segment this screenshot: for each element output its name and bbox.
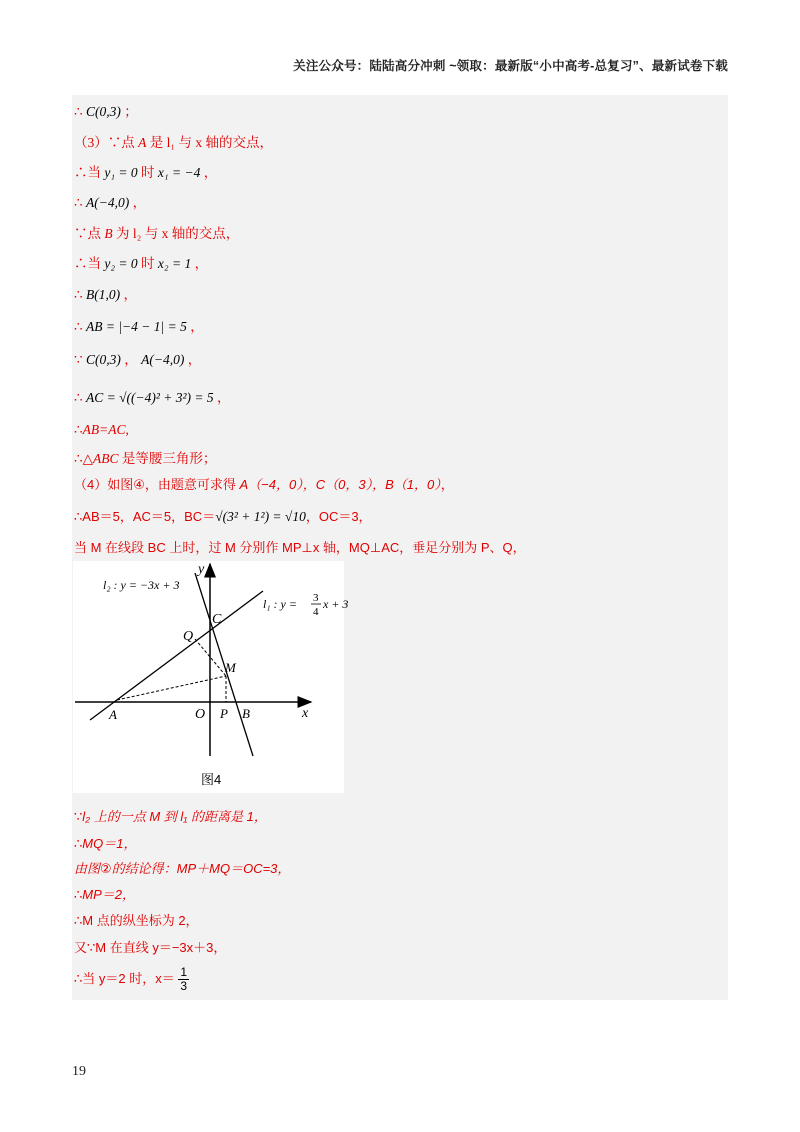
solution-line-7: ∴ B(1,0) ， bbox=[74, 287, 137, 302]
solution-line-19: ∴MP＝2， bbox=[74, 887, 136, 902]
label-l1: l₁ : y = bbox=[263, 597, 297, 611]
solution-line-3: ∴当 y₁ = 0 时 x₁ = −4 ， bbox=[74, 165, 218, 180]
solution-line-5: ∵点 B 为 l₂ 与 x 轴的交点， bbox=[74, 226, 240, 241]
solution-line-4: ∴ A(−4,0) ， bbox=[74, 195, 147, 210]
label-l2: l₂ : y = −3x + 3 bbox=[103, 578, 180, 592]
label-l1-frac-den: 4 bbox=[313, 606, 319, 618]
label-l1-frac-num: 3 bbox=[313, 592, 319, 604]
label-M: M bbox=[225, 660, 236, 675]
solution-line-20: ∴M 点的纵坐标为 2， bbox=[74, 913, 199, 928]
label-y: y bbox=[198, 562, 205, 577]
line-l2 bbox=[195, 573, 253, 756]
label-P: P bbox=[220, 706, 228, 721]
page-number: 19 bbox=[72, 1064, 86, 1079]
figure-4 bbox=[73, 561, 349, 793]
solution-line-9: ∵ C(0,3) ， A(−4,0) ， bbox=[74, 352, 202, 367]
line-l1 bbox=[90, 591, 263, 720]
solution-line-17: ∴MQ＝1， bbox=[74, 836, 137, 851]
figure-caption: 图4 bbox=[201, 772, 222, 787]
label-O: O bbox=[195, 707, 206, 722]
solution-line-22: ∴当 y＝2 时，x＝ $\frac{1}{3}$ bbox=[74, 965, 188, 993]
label-B: B bbox=[242, 706, 250, 721]
solution-line-21: 又∵M 在直线 y＝−3x＋3， bbox=[74, 940, 227, 955]
solution-line-13: （4）如图④，由题意可求得 A（−4，0），C（0，3），B（1，0）， bbox=[74, 477, 454, 492]
solution-line-10: ∴ AC = √((−4)² + 3²) = 5 ， bbox=[74, 390, 231, 405]
solution-line-8: ∴ AB = |−4 − 1| = 5 ， bbox=[74, 319, 204, 334]
label-x: x bbox=[302, 706, 309, 721]
solution-line-14: ∴AB＝5，AC＝5，BC＝√(3² + 1²) = √10，OC＝3， bbox=[74, 509, 372, 524]
label-l1-tail: x + 3 bbox=[323, 597, 349, 611]
coordinate-diagram bbox=[73, 561, 349, 793]
solution-line-2: （3）∵点 A 是 l₁ 与 x 轴的交点， bbox=[74, 135, 273, 150]
label-Q: Q bbox=[183, 629, 194, 644]
solution-line-1: ∴ C(0,3) ； bbox=[74, 104, 138, 119]
fraction-one-third: $\frac{1}{3}$ bbox=[180, 965, 188, 993]
solution-line-15: 当 M 在线段 BC 上时，过 M 分别作 MP⊥x 轴，MQ⊥AC，垂足分别为 P、Q， bbox=[74, 540, 526, 555]
solution-line-12: ∴△ABC 是等腰三角形； bbox=[74, 451, 217, 466]
solution-line-16: ∵l₂ 上的一点 M 到 l₁ 的距离是 1， bbox=[74, 809, 267, 824]
label-A: A bbox=[109, 707, 117, 722]
page-header: 关注公众号：陆陆高分冲刺 ~领取：最新版“小中高考-总复习”、最新试卷下载 bbox=[293, 59, 728, 73]
solution-line-11: ∴AB=AC, bbox=[74, 422, 129, 437]
label-C: C bbox=[212, 612, 222, 627]
solution-line-6: ∴当 y₂ = 0 时 x₂ = 1 ， bbox=[74, 256, 209, 271]
solution-line-18: 由图②的结论得：MP＋MQ＝OC=3， bbox=[74, 861, 291, 876]
